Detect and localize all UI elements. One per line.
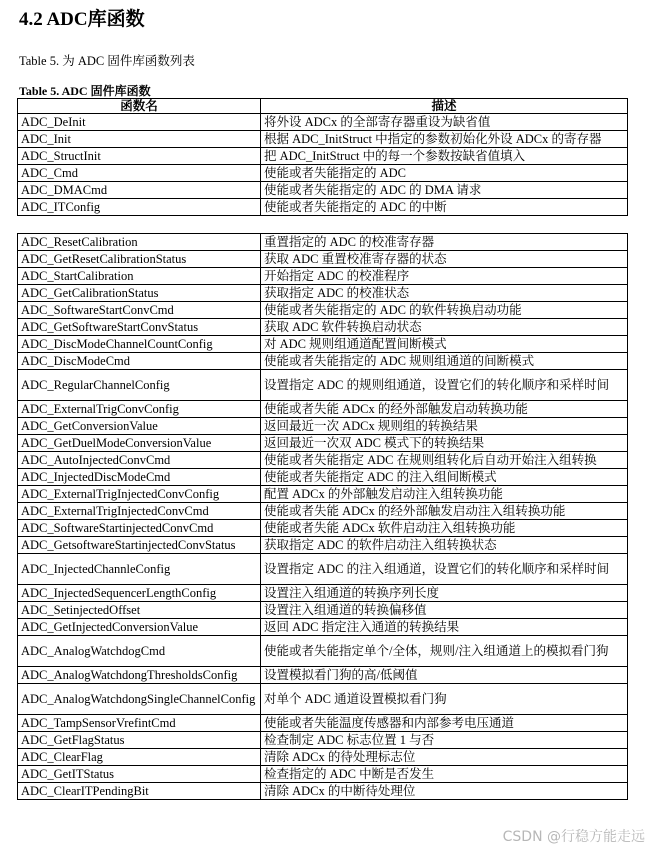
table-row bbox=[18, 182, 628, 199]
function-name-cell: ADC_StartCalibration bbox=[18, 268, 261, 285]
function-name-cell: ADC_AnalogWatchdongThresholdsConfig bbox=[18, 667, 261, 684]
table-row bbox=[18, 537, 628, 554]
table-row bbox=[18, 602, 628, 619]
function-name-cell: ADC_ExternalTrigConvConfig bbox=[18, 401, 261, 418]
function-name-cell: ADC_AnalogWatchdongSingleChannelConfig bbox=[18, 684, 261, 715]
description-cell: 返回最近一次 ADCx 规则组的转换结果 bbox=[261, 418, 628, 435]
table-row bbox=[18, 435, 628, 452]
function-name-cell: ADC_InjectedSequencerLengthConfig bbox=[18, 585, 261, 602]
table-row bbox=[18, 766, 628, 783]
function-name-cell: ADC_Init bbox=[18, 131, 261, 148]
description-cell: 使能或者失能 ADCx 的经外部触发启动转换功能 bbox=[261, 401, 628, 418]
table-row bbox=[18, 452, 628, 469]
description-cell: 开始指定 ADC 的校准程序 bbox=[261, 268, 628, 285]
description-cell: 配置 ADCx 的外部触发启动注入组转换功能 bbox=[261, 486, 628, 503]
table-row bbox=[18, 268, 628, 285]
function-name-cell: ADC_ClearFlag bbox=[18, 749, 261, 766]
description-cell: 设置指定 ADC 的注入组通道，设置它们的转化顺序和采样时间 bbox=[261, 554, 628, 585]
function-name-cell: ADC_SetinjectedOffset bbox=[18, 602, 261, 619]
function-name-cell: ADC_StructInit bbox=[18, 148, 261, 165]
function-name-cell: ADC_ResetCalibration bbox=[18, 234, 261, 251]
description-cell: 获取 ADC 软件转换启动状态 bbox=[261, 319, 628, 336]
table-row bbox=[18, 469, 628, 486]
description-cell: 对 ADC 规则组通道配置间断模式 bbox=[261, 336, 628, 353]
table-row bbox=[18, 636, 628, 667]
function-name-cell: ADC_GetFlagStatus bbox=[18, 732, 261, 749]
table-row bbox=[18, 199, 628, 216]
description-cell: 使能或者失能 ADCx 的经外部触发启动注入组转换功能 bbox=[261, 503, 628, 520]
function-name-cell: ADC_GetResetCalibrationStatus bbox=[18, 251, 261, 268]
table-row bbox=[18, 165, 628, 182]
function-name-cell: ADC_GetInjectedConversionValue bbox=[18, 619, 261, 636]
function-table-part-1 bbox=[17, 98, 628, 216]
function-name-cell: ADC_GetConversionValue bbox=[18, 418, 261, 435]
table-row bbox=[18, 418, 628, 435]
table-row bbox=[18, 783, 628, 800]
description-cell: 设置注入组通道的转换序列长度 bbox=[261, 585, 628, 602]
function-name-cell: ADC_ExternalTrigInjectedConvConfig bbox=[18, 486, 261, 503]
function-name-cell: ADC_GetsoftwareStartinjectedConvStatus bbox=[18, 537, 261, 554]
description-cell: 使能或者失能指定的 ADC 的中断 bbox=[261, 199, 628, 216]
function-name-cell: ADC_InjectedDiscModeCmd bbox=[18, 469, 261, 486]
description-cell: 设置模拟看门狗的高/低阈值 bbox=[261, 667, 628, 684]
description-cell: 设置注入组通道的转换偏移值 bbox=[261, 602, 628, 619]
table-row bbox=[18, 353, 628, 370]
description-cell: 使能或者失能指定的 ADC 的软件转换启动功能 bbox=[261, 302, 628, 319]
table-row bbox=[18, 302, 628, 319]
function-name-cell: ADC_InjectedChannleConfig bbox=[18, 554, 261, 585]
column-header-function-name: 函数名 bbox=[18, 99, 261, 114]
description-cell: 设置指定 ADC 的规则组通道，设置它们的转化顺序和采样时间 bbox=[261, 370, 628, 401]
function-name-cell: ADC_RegularChannelConfig bbox=[18, 370, 261, 401]
section-heading: 4.2 ADC库函数 bbox=[19, 9, 145, 30]
table-intro-caption: Table 5. 为 ADC 固件库函数列表 bbox=[19, 54, 195, 68]
description-cell: 使能或者失能指定单个/全体，规则/注入组通道上的模拟看门狗 bbox=[261, 636, 628, 667]
function-name-cell: ADC_GetITStatus bbox=[18, 766, 261, 783]
function-name-cell: ADC_DiscModeChannelCountConfig bbox=[18, 336, 261, 353]
table-row bbox=[18, 585, 628, 602]
function-name-cell: ADC_GetSoftwareStartConvStatus bbox=[18, 319, 261, 336]
description-cell: 重置指定的 ADC 的校准寄存器 bbox=[261, 234, 628, 251]
table-row bbox=[18, 336, 628, 353]
function-name-cell: ADC_DMACmd bbox=[18, 182, 261, 199]
description-cell: 将外设 ADCx 的全部寄存器重设为缺省值 bbox=[261, 114, 628, 131]
description-cell: 检查制定 ADC 标志位置 1 与否 bbox=[261, 732, 628, 749]
description-cell: 返回最近一次双 ADC 模式下的转换结果 bbox=[261, 435, 628, 452]
table-row bbox=[18, 667, 628, 684]
table-header-row bbox=[18, 99, 628, 114]
function-name-cell: ADC_DeInit bbox=[18, 114, 261, 131]
description-cell: 获取 ADC 重置校准寄存器的状态 bbox=[261, 251, 628, 268]
function-name-cell: ADC_ExternalTrigInjectedConvCmd bbox=[18, 503, 261, 520]
description-cell: 根据 ADC_InitStruct 中指定的参数初始化外设 ADCx 的寄存器 bbox=[261, 131, 628, 148]
description-cell: 获取指定 ADC 的软件启动注入组转换状态 bbox=[261, 537, 628, 554]
function-name-cell: ADC_AutoInjectedConvCmd bbox=[18, 452, 261, 469]
function-name-cell: ADC_AnalogWatchdogCmd bbox=[18, 636, 261, 667]
function-name-cell: ADC_ClearITPendingBit bbox=[18, 783, 261, 800]
table-row bbox=[18, 684, 628, 715]
function-name-cell: ADC_GetCalibrationStatus bbox=[18, 285, 261, 302]
table-row bbox=[18, 619, 628, 636]
function-name-cell: ADC_GetDuelModeConversionValue bbox=[18, 435, 261, 452]
description-cell: 清除 ADCx 的待处理标志位 bbox=[261, 749, 628, 766]
table-row bbox=[18, 131, 628, 148]
function-name-cell: ADC_DiscModeCmd bbox=[18, 353, 261, 370]
description-cell: 使能或者失能指定 ADC 的注入组间断模式 bbox=[261, 469, 628, 486]
table-row bbox=[18, 285, 628, 302]
description-cell: 把 ADC_InitStruct 中的每一个参数按缺省值填入 bbox=[261, 148, 628, 165]
description-cell: 检查指定的 ADC 中断是否发生 bbox=[261, 766, 628, 783]
table-row bbox=[18, 319, 628, 336]
table-row bbox=[18, 234, 628, 251]
table-row bbox=[18, 554, 628, 585]
description-cell: 返回 ADC 指定注入通道的转换结果 bbox=[261, 619, 628, 636]
table-row bbox=[18, 251, 628, 268]
function-table-part-2 bbox=[17, 233, 628, 800]
description-cell: 对单个 ADC 通道设置模拟看门狗 bbox=[261, 684, 628, 715]
function-name-cell: ADC_ITConfig bbox=[18, 199, 261, 216]
table-row bbox=[18, 486, 628, 503]
table-row bbox=[18, 401, 628, 418]
table-row bbox=[18, 148, 628, 165]
function-name-cell: ADC_TampSensorVrefintCmd bbox=[18, 715, 261, 732]
function-name-cell: ADC_Cmd bbox=[18, 165, 261, 182]
table-row bbox=[18, 715, 628, 732]
watermark: CSDN @行稳方能走远 bbox=[502, 829, 645, 845]
description-cell: 清除 ADCx 的中断待处理位 bbox=[261, 783, 628, 800]
description-cell: 使能或者失能指定的 ADC 的 DMA 请求 bbox=[261, 182, 628, 199]
table-row bbox=[18, 114, 628, 131]
description-cell: 使能或者失能指定的 ADC bbox=[261, 165, 628, 182]
table-row bbox=[18, 370, 628, 401]
description-cell: 使能或者失能指定 ADC 在规则组转化后自动开始注入组转换 bbox=[261, 452, 628, 469]
column-header-description: 描述 bbox=[261, 99, 628, 114]
description-cell: 使能或者失能指定的 ADC 规则组通道的间断模式 bbox=[261, 353, 628, 370]
description-cell: 使能或者失能温度传感器和内部参考电压通道 bbox=[261, 715, 628, 732]
table-row bbox=[18, 520, 628, 537]
table-row bbox=[18, 749, 628, 766]
table-caption: Table 5. ADC 固件库函数 bbox=[19, 84, 151, 98]
function-name-cell: ADC_SoftwareStartConvCmd bbox=[18, 302, 261, 319]
description-cell: 使能或者失能 ADCx 软件启动注入组转换功能 bbox=[261, 520, 628, 537]
description-cell: 获取指定 ADC 的校准状态 bbox=[261, 285, 628, 302]
function-name-cell: ADC_SoftwareStartinjectedConvCmd bbox=[18, 520, 261, 537]
table-row bbox=[18, 503, 628, 520]
table-row bbox=[18, 732, 628, 749]
